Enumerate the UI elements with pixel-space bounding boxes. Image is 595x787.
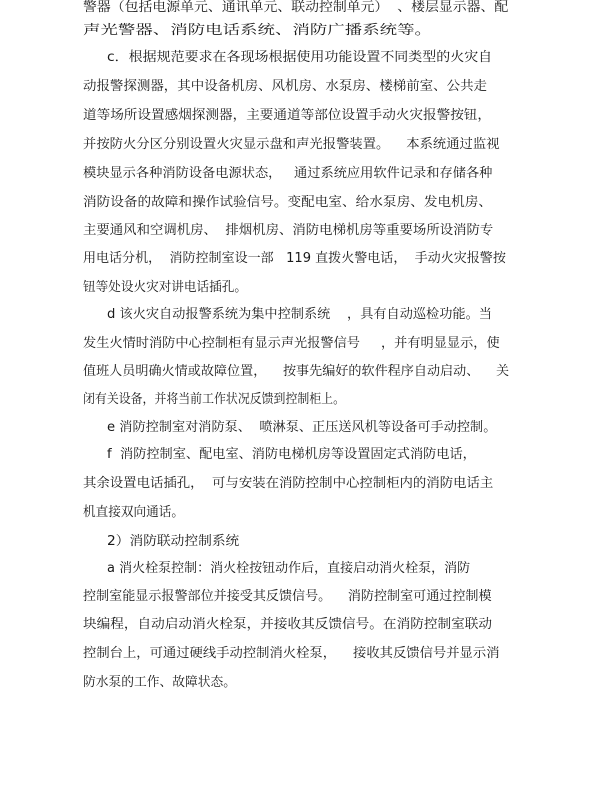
- text-line-25: 防水泵的工作、故障状态。: [83, 675, 237, 690]
- text-line-6: 并按防火分区分别设置火灾显示盘和声光报警装置。 本系统通过监视: [83, 137, 500, 152]
- text-line-3: c．根据规范要求在各现场根据使用功能设置不同类型的火灾自: [107, 50, 493, 65]
- text-line-24: 控制台上，可通过硬线手动控制消火栓泵， 接收其反馈信号并显示消: [83, 646, 500, 661]
- text-line-9: 主要通风和空调机房、 排烟机房、消防电梯机房等重要场所设消防专: [83, 223, 494, 238]
- text-line-20: 2）消防联动控制系统: [107, 534, 240, 549]
- text-line-23: 块编程，自动启动消火栓泵，并接收其反馈信号。在消防控制室联动: [83, 617, 493, 632]
- text-line-12: d 该火灾自动报警系统为集中控制系统 ，具有自动巡检功能。当: [107, 307, 492, 322]
- text-line-18: 其余设置电话插孔， 可与安装在消防控制中心控制柜内的消防电话主: [83, 476, 494, 491]
- text-line-13: 发生火情时消防中心控制柜有显示声光报警信号 ，并有明显显示，使: [83, 336, 500, 351]
- text-line-11: 钮等处设火灾对讲电话插孔。: [83, 280, 248, 295]
- text-line-21: a 消火栓泵控制：消火栓按钮动作后，直接启动消火栓泵，消防: [107, 561, 471, 576]
- text-line-1: 警器（包括电源单元、通讯单元、联动控制单元） 、楼层显示器、配: [83, 0, 509, 15]
- text-line-22: 控制室能显示报警部位并接受其反馈信号。 消防控制室可通过控制模: [83, 589, 492, 604]
- text-line-8: 消防设备的故障和操作试验信号。变配电室、给水泵房、发电机房、: [83, 195, 493, 210]
- text-line-19: 机直接双向通话。: [83, 505, 185, 520]
- text-line-7: 模块显示各种消防设备电源状态， 通过系统应用软件记录和存储各种: [83, 166, 493, 181]
- text-line-2: 声光警器、消防电话系统、消防广播系统等。: [83, 23, 433, 38]
- text-line-5: 道等场所设置感烟探测器，主要通道等部位设置手动火灾报警按钮，: [83, 108, 492, 123]
- text-line-16: e 消防控制室对消防泵、 喷淋泵、正压送风机等设备可手动控制。: [107, 420, 497, 435]
- text-line-14: 值班人员明确火情或故障位置， 按事先编好的软件程序自动启动、 关: [83, 364, 510, 379]
- text-line-4: 动报警探测器，其中设备机房、风机房、水泵房、楼梯前室、公共走: [83, 79, 488, 94]
- text-line-15: 闭有关设备，并将当前工作状况反馈到控制柜上。: [83, 392, 346, 407]
- text-line-17: f 消防控制室、配电室、消防电梯机房等设置固定式消防电话，: [107, 447, 476, 462]
- text-line-10: 用电话分机， 消防控制室设一部 119 直拨火警电话， 手动火灾报警按: [83, 251, 506, 266]
